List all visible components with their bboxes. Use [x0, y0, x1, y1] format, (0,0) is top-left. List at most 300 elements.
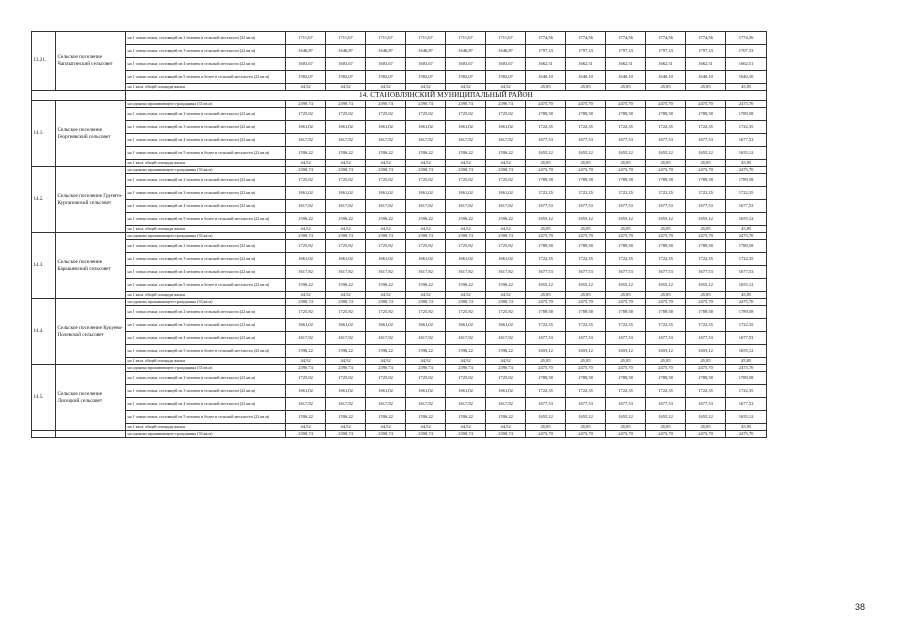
blank-cell	[32, 431, 56, 438]
tariff-value: 1722,35	[526, 121, 566, 134]
tariff-value: 2390,74	[446, 101, 486, 108]
tariff-value: 1725,82	[286, 372, 326, 385]
tariff-value: 2475,70	[606, 101, 646, 108]
tariff-value: 2475,70	[566, 365, 606, 372]
tariff-value: 1722,35	[566, 385, 606, 398]
tariff-value: 1640,10	[526, 71, 566, 84]
tariff-value: 1655,12	[646, 279, 686, 292]
tariff-value: 45,85	[726, 358, 767, 365]
table-row	[32, 306, 767, 319]
tariff-value: 44,52	[446, 160, 486, 167]
tariff-value: 1661,02	[326, 121, 366, 134]
tariff-value: 1661,02	[486, 253, 526, 266]
tariff-value: 1617,82	[366, 332, 406, 345]
category-label: на 1 члена семьи, состоящей из 2 человек в сельской местности (22 кв.м)	[126, 108, 286, 121]
tariff-value: 1596,22	[286, 345, 326, 358]
tariff-value: 44,52	[486, 84, 526, 91]
category-label: на 1 члена семьи, состоящей из 5 человек и более в сельской местности (22 кв.м)	[126, 213, 286, 226]
tariff-value: 2475,70	[726, 299, 767, 306]
table-row	[32, 411, 767, 424]
table-row	[32, 101, 767, 108]
tariff-value: 45,85	[566, 358, 606, 365]
tariff-value: 44,52	[286, 292, 326, 299]
category-label: на 1 кв.м. общей площади жилья	[126, 226, 286, 233]
tariff-value: 1722,35	[646, 319, 686, 332]
table-row	[32, 213, 767, 226]
tariff-value: 2390,74	[366, 233, 406, 240]
tariff-value: 1722,35	[646, 121, 686, 134]
tariff-value: 2475,70	[726, 101, 767, 108]
tariff-value: 1617,82	[446, 200, 486, 213]
tariff-value: 1789,58	[726, 174, 767, 187]
category-label: на 1 члена семьи, состоящей из 4 человек в сельской местности (22 кв.м)	[126, 398, 286, 411]
tariff-value: 44,52	[326, 358, 366, 365]
tariff-value: 1677,53	[726, 266, 767, 279]
tariff-value: 2475,70	[566, 233, 606, 240]
tariff-value: 2390,74	[326, 101, 366, 108]
tariff-value: 2390,74	[366, 431, 406, 438]
tariff-value: 1582,07	[366, 71, 406, 84]
tariff-value: 44,52	[326, 292, 366, 299]
tariff-value: 1655,12	[726, 213, 767, 226]
tariff-value: 1677,53	[566, 398, 606, 411]
tariff-value: 44,52	[406, 424, 446, 431]
tariff-value: 1655,12	[646, 345, 686, 358]
tariff-value: 1677,53	[566, 200, 606, 213]
tariff-value: 1774,56	[726, 32, 767, 45]
tariff-value: 45,85	[686, 226, 726, 233]
table-row	[32, 233, 767, 240]
tariff-value: 1725,82	[366, 372, 406, 385]
tariff-value: 1722,35	[566, 121, 606, 134]
tariff-value: 1722,35	[726, 319, 767, 332]
category-label: на одиноко проживающего гражданина (33 кв.м)	[126, 299, 286, 306]
tariff-value: 1774,56	[566, 32, 606, 45]
tariff-value: 1677,53	[566, 134, 606, 147]
tariff-value: 1646,87	[286, 45, 326, 58]
settlement-number: 14.2.	[32, 167, 56, 233]
category-label: на 1 члена семьи, состоящей из 5 человек и более в сельской местности (22 кв.м)	[126, 345, 286, 358]
tariff-value: 2390,74	[486, 167, 526, 174]
tariff-value: 44,52	[406, 84, 446, 91]
tariff-value: 1617,82	[486, 266, 526, 279]
category-label: на 1 члена семьи, состоящей из 3 человек в сельской местности (22 кв.м)	[126, 121, 286, 134]
tariff-value: 1640,10	[606, 71, 646, 84]
tariff-value: 1725,82	[366, 240, 406, 253]
tariff-value: 1725,82	[406, 240, 446, 253]
tariff-table	[31, 31, 767, 438]
tariff-value: 1596,22	[486, 279, 526, 292]
category-label: на 1 кв.м. общей площади жилья	[126, 424, 286, 431]
tariff-value: 1582,07	[326, 71, 366, 84]
tariff-value: 1582,07	[406, 71, 446, 84]
tariff-value: 1617,82	[286, 266, 326, 279]
category-label: на 1 члена семьи, состоящей из 3 человек в сельской местности (22 кв.м)	[126, 253, 286, 266]
tariff-value: 1725,82	[366, 306, 406, 319]
tariff-value: 1711,67	[366, 32, 406, 45]
tariff-value: 1655,12	[606, 279, 646, 292]
tariff-value: 1725,82	[326, 372, 366, 385]
tariff-value: 1789,58	[726, 372, 767, 385]
tariff-value: 1725,82	[366, 174, 406, 187]
table-row	[32, 345, 767, 358]
tariff-value: 1596,22	[486, 345, 526, 358]
table-row	[32, 431, 767, 438]
tariff-value: 44,52	[286, 160, 326, 167]
tariff-value: 45,85	[606, 160, 646, 167]
table-row	[32, 174, 767, 187]
tariff-value: 44,52	[326, 160, 366, 167]
tariff-value: 1661,02	[286, 385, 326, 398]
tariff-value: 1722,35	[646, 187, 686, 200]
tariff-value: 45,85	[726, 84, 767, 91]
tariff-value: 1662,51	[646, 58, 686, 71]
table-row	[32, 226, 767, 233]
tariff-value: 2475,70	[686, 365, 726, 372]
tariff-value: 1722,35	[526, 385, 566, 398]
tariff-value: 44,52	[366, 84, 406, 91]
tariff-value: 1596,22	[286, 411, 326, 424]
tariff-value: 1596,22	[326, 411, 366, 424]
tariff-value: 1774,56	[606, 32, 646, 45]
category-label: на 1 кв.м. общей площади жилья	[126, 160, 286, 167]
tariff-value: 1603,67	[286, 58, 326, 71]
table-row	[32, 32, 767, 45]
table-row	[32, 292, 767, 299]
tariff-value: 1596,22	[406, 213, 446, 226]
category-label: на 1 члена семьи, состоящей из 4 человек в сельской местности (22 кв.м)	[126, 332, 286, 345]
settlement-name: Сельское поселение Георгиевский сельсовет	[56, 101, 126, 167]
tariff-value: 2390,74	[406, 101, 446, 108]
blank-cell	[32, 91, 126, 101]
tariff-value: 1707,33	[526, 45, 566, 58]
tariff-value: 1725,82	[286, 240, 326, 253]
tariff-value: 44,52	[486, 292, 526, 299]
tariff-value: 2390,74	[486, 365, 526, 372]
tariff-value: 1789,58	[646, 108, 686, 121]
tariff-value: 1789,58	[646, 174, 686, 187]
tariff-value: 1661,02	[366, 187, 406, 200]
table-row	[32, 299, 767, 306]
tariff-value: 1655,12	[566, 213, 606, 226]
tariff-value: 1789,58	[566, 306, 606, 319]
tariff-value: 1617,82	[286, 398, 326, 411]
tariff-value: 1725,82	[286, 306, 326, 319]
tariff-value: 1596,22	[446, 411, 486, 424]
tariff-value: 2390,74	[286, 167, 326, 174]
tariff-value: 44,52	[286, 226, 326, 233]
category-label: на 1 члена семьи, состоящей из 2 человек в сельской местности (22 кв.м)	[126, 32, 286, 45]
table-row	[32, 266, 767, 279]
category-label: на 1 члена семьи, состоящей из 3 человек в сельской местности (22 кв.м)	[126, 187, 286, 200]
tariff-value: 2390,74	[446, 365, 486, 372]
tariff-value: 1707,33	[646, 45, 686, 58]
tariff-value: 1646,87	[486, 45, 526, 58]
tariff-value: 1677,53	[526, 398, 566, 411]
tariff-value: 1677,53	[526, 200, 566, 213]
tariff-value: 1789,58	[566, 372, 606, 385]
tariff-value: 2475,70	[646, 101, 686, 108]
tariff-value: 44,52	[486, 424, 526, 431]
table-row	[32, 332, 767, 345]
tariff-value: 1617,82	[446, 266, 486, 279]
tariff-value: 1603,67	[366, 58, 406, 71]
tariff-value: 44,52	[326, 424, 366, 431]
tariff-value: 2475,70	[566, 167, 606, 174]
settlement-number: 13.21.	[32, 32, 56, 91]
tariff-value: 2475,70	[606, 299, 646, 306]
tariff-value: 1596,22	[366, 279, 406, 292]
tariff-value: 1711,67	[446, 32, 486, 45]
category-label: на 1 члена семьи, состоящей из 4 человек в сельской местности (22 кв.м)	[126, 200, 286, 213]
tariff-value: 1596,22	[446, 279, 486, 292]
tariff-value: 1596,22	[366, 411, 406, 424]
tariff-value: 2475,70	[686, 167, 726, 174]
tariff-value: 1722,35	[726, 253, 767, 266]
tariff-value: 2475,70	[566, 299, 606, 306]
tariff-value: 1711,67	[326, 32, 366, 45]
tariff-value: 1596,22	[486, 213, 526, 226]
tariff-value: 1789,58	[686, 174, 726, 187]
tariff-value: 1617,82	[406, 266, 446, 279]
tariff-value: 2390,74	[406, 167, 446, 174]
tariff-value: 2390,74	[326, 167, 366, 174]
tariff-value: 1789,58	[726, 240, 767, 253]
tariff-value: 1722,35	[606, 253, 646, 266]
tariff-value: 1617,82	[366, 266, 406, 279]
tariff-value: 1789,58	[726, 306, 767, 319]
tariff-value: 1661,02	[446, 253, 486, 266]
tariff-value: 2475,70	[646, 233, 686, 240]
tariff-value: 1722,35	[726, 385, 767, 398]
table-row	[32, 71, 767, 84]
tariff-value: 2475,70	[606, 431, 646, 438]
tariff-value: 1655,12	[526, 411, 566, 424]
tariff-value: 1677,53	[566, 266, 606, 279]
tariff-value: 1725,82	[486, 108, 526, 121]
tariff-value: 1617,82	[486, 398, 526, 411]
tariff-value: 1722,35	[686, 121, 726, 134]
tariff-value: 45,85	[646, 424, 686, 431]
tariff-value: 1789,58	[606, 240, 646, 253]
tariff-value: 1677,53	[686, 398, 726, 411]
tariff-value: 1661,02	[286, 121, 326, 134]
tariff-value: 1677,53	[526, 266, 566, 279]
tariff-value: 2390,74	[286, 101, 326, 108]
tariff-value: 1725,82	[286, 108, 326, 121]
table-row	[32, 365, 767, 372]
category-label: на одиноко проживающего гражданина (33 кв.м)	[126, 233, 286, 240]
tariff-value: 1617,82	[366, 134, 406, 147]
tariff-value: 1617,82	[286, 200, 326, 213]
tariff-value: 1677,53	[566, 332, 606, 345]
tariff-value: 45,85	[606, 84, 646, 91]
tariff-value: 1789,58	[526, 372, 566, 385]
tariff-value: 1640,10	[686, 71, 726, 84]
tariff-value: 1661,02	[326, 385, 366, 398]
tariff-value: 1596,22	[406, 147, 446, 160]
tariff-value: 1725,82	[486, 372, 526, 385]
tariff-value: 1722,35	[726, 187, 767, 200]
tariff-value: 45,85	[726, 226, 767, 233]
settlement-name: Сельское поселение Барышевский сельсовет	[56, 233, 126, 299]
settlement-name: Сельское поселение Грунято-Кургановский сельсовет	[56, 167, 126, 233]
tariff-value: 1725,82	[406, 108, 446, 121]
tariff-value: 1661,02	[486, 187, 526, 200]
tariff-value: 1661,02	[446, 187, 486, 200]
tariff-value: 1661,02	[406, 187, 446, 200]
table-row	[32, 385, 767, 398]
tariff-value: 1661,02	[366, 385, 406, 398]
category-label: на 1 члена семьи, состоящей из 5 человек и более в сельской местности (22 кв.м)	[126, 411, 286, 424]
settlement-number: 14.4.	[32, 299, 56, 365]
tariff-value: 1661,02	[286, 319, 326, 332]
tariff-value: 2390,74	[326, 299, 366, 306]
tariff-value: 1596,22	[406, 411, 446, 424]
tariff-value: 1646,87	[406, 45, 446, 58]
tariff-value: 44,52	[446, 424, 486, 431]
tariff-value: 44,52	[326, 226, 366, 233]
tariff-value: 1617,82	[366, 200, 406, 213]
tariff-value: 44,52	[486, 226, 526, 233]
table-row	[32, 84, 767, 91]
tariff-value: 1789,58	[566, 174, 606, 187]
table-row	[32, 108, 767, 121]
tariff-value: 1722,35	[606, 319, 646, 332]
tariff-value: 1655,12	[526, 279, 566, 292]
table-row	[32, 45, 767, 58]
tariff-value: 1655,12	[726, 345, 767, 358]
tariff-value: 2390,74	[446, 299, 486, 306]
tariff-value: 1725,82	[406, 174, 446, 187]
tariff-value: 1661,02	[486, 121, 526, 134]
tariff-value: 1789,58	[646, 372, 686, 385]
tariff-value: 1661,02	[326, 187, 366, 200]
tariff-value: 44,52	[366, 160, 406, 167]
tariff-value: 1661,02	[326, 319, 366, 332]
tariff-value: 1655,12	[646, 147, 686, 160]
tariff-value: 2475,70	[686, 101, 726, 108]
tariff-value: 1655,12	[726, 147, 767, 160]
tariff-value: 1596,22	[446, 213, 486, 226]
tariff-value: 2475,70	[526, 299, 566, 306]
category-label: на 1 кв.м. общей площади жилья	[126, 292, 286, 299]
tariff-value: 2390,74	[486, 233, 526, 240]
tariff-value: 45,85	[646, 292, 686, 299]
tariff-value: 45,85	[686, 358, 726, 365]
tariff-value: 1655,12	[606, 213, 646, 226]
table-body	[32, 32, 767, 438]
tariff-value: 1617,82	[366, 398, 406, 411]
tariff-value: 1789,58	[606, 306, 646, 319]
tariff-value: 2390,74	[326, 233, 366, 240]
tariff-value: 1722,35	[686, 385, 726, 398]
category-label: на одиноко проживающего гражданина (33 кв.м)	[126, 431, 286, 438]
tariff-value: 1661,02	[406, 385, 446, 398]
tariff-value: 2475,70	[526, 431, 566, 438]
tariff-value: 2390,74	[486, 431, 526, 438]
tariff-value: 45,85	[686, 424, 726, 431]
tariff-value: 1617,82	[326, 266, 366, 279]
tariff-value: 1662,51	[526, 58, 566, 71]
category-label: на одиноко проживающего гражданина (33 кв.м)	[126, 101, 286, 108]
tariff-value: 1655,12	[686, 213, 726, 226]
tariff-value: 1661,02	[406, 121, 446, 134]
tariff-value: 1655,12	[686, 279, 726, 292]
tariff-value: 1725,82	[446, 306, 486, 319]
tariff-value: 1722,35	[566, 187, 606, 200]
tariff-value: 1677,53	[526, 332, 566, 345]
tariff-value: 2390,74	[326, 365, 366, 372]
tariff-value: 45,85	[646, 160, 686, 167]
tariff-value: 1661,02	[446, 121, 486, 134]
tariff-value: 1617,82	[326, 134, 366, 147]
tariff-value: 1722,35	[526, 253, 566, 266]
tariff-value: 45,85	[526, 226, 566, 233]
tariff-value: 2390,74	[486, 101, 526, 108]
tariff-value: 1722,35	[526, 319, 566, 332]
table-row	[32, 58, 767, 71]
tariff-value: 45,85	[726, 424, 767, 431]
tariff-value: 1596,22	[286, 147, 326, 160]
tariff-value: 1725,82	[486, 174, 526, 187]
section-header-row	[32, 91, 767, 101]
tariff-value: 45,85	[526, 84, 566, 91]
tariff-value: 2475,70	[646, 167, 686, 174]
tariff-value: 45,85	[646, 226, 686, 233]
tariff-value: 1661,02	[486, 385, 526, 398]
tariff-value: 45,85	[606, 358, 646, 365]
tariff-value: 1661,02	[326, 253, 366, 266]
tariff-value: 1789,58	[526, 240, 566, 253]
tariff-value: 1677,53	[606, 398, 646, 411]
tariff-value: 2390,74	[406, 365, 446, 372]
settlement-number: 14.1.	[32, 101, 56, 167]
tariff-value: 2390,74	[446, 233, 486, 240]
tariff-value: 2390,74	[366, 299, 406, 306]
tariff-value: 1655,12	[606, 345, 646, 358]
tariff-value: 1725,82	[446, 240, 486, 253]
tariff-value: 1603,67	[406, 58, 446, 71]
category-label: на 1 члена семьи, состоящей из 5 человек и более в сельской местности (22 кв.м)	[126, 147, 286, 160]
tariff-value: 1789,58	[726, 108, 767, 121]
table-row	[32, 372, 767, 385]
tariff-value: 1596,22	[446, 345, 486, 358]
tariff-value: 2390,74	[286, 365, 326, 372]
tariff-value: 1617,82	[486, 134, 526, 147]
table-row	[32, 398, 767, 411]
tariff-value: 1722,35	[566, 253, 606, 266]
tariff-value: 44,52	[486, 358, 526, 365]
tariff-value: 1596,22	[446, 147, 486, 160]
tariff-value: 1677,53	[646, 398, 686, 411]
table-row	[32, 424, 767, 431]
category-label: на 1 члена семьи, состоящей из 2 человек в сельской местности (22 кв.м)	[126, 240, 286, 253]
tariff-value: 1661,02	[366, 319, 406, 332]
tariff-value: 1596,22	[326, 279, 366, 292]
category-label: на 1 члена семьи, состоящей из 4 человек в сельской местности (22 кв.м)	[126, 134, 286, 147]
tariff-value: 1655,12	[566, 345, 606, 358]
tariff-value: 1711,67	[486, 32, 526, 45]
table-row	[32, 200, 767, 213]
tariff-value: 1789,58	[686, 108, 726, 121]
tariff-value: 1789,58	[566, 240, 606, 253]
tariff-value: 1725,82	[286, 174, 326, 187]
tariff-value: 2475,70	[686, 233, 726, 240]
tariff-value: 2390,74	[486, 299, 526, 306]
tariff-value: 1774,56	[686, 32, 726, 45]
tariff-value: 1655,12	[566, 411, 606, 424]
